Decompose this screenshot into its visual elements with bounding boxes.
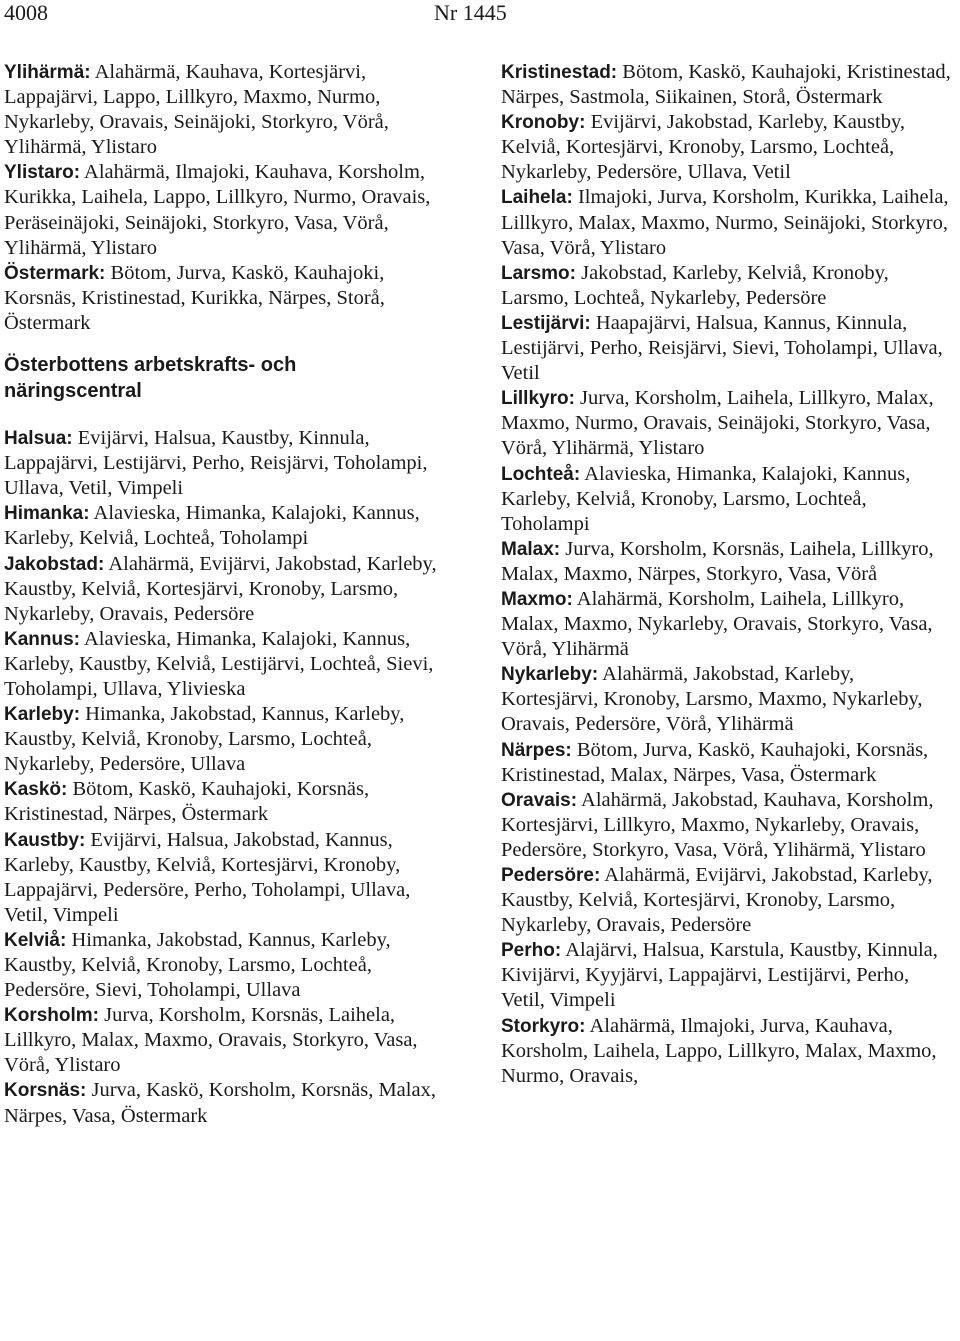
municipality-entry (4, 627, 456, 702)
entry-list: Alavieska, Himanka, Kalajoki, Kannus, Karleby, Kelviå, Kronoby, Larsmo, Lochteå, Toholampi (501, 462, 911, 535)
entry-list: Evijärvi, Halsua, Kaustby, Kinnula, Lappajärvi, Lestijärvi, Perho, Reisjärvi, Toholampi, Ullava, Vetil, Vimpeli (4, 427, 428, 500)
entry-name: Lestijärvi: (501, 312, 591, 334)
entry-list: Jurva, Kaskö, Korsholm, Korsnäs, Malax, Närpes, Vasa, Östermark (4, 1079, 436, 1127)
issue-number: Nr 1445 (434, 0, 507, 25)
municipality-entry (501, 863, 953, 938)
entry-name: Himanka: (4, 503, 90, 525)
entry-name: Larsmo: (501, 262, 576, 284)
entry-list: Ilmajoki, Jurva, Korsholm, Kurikka, Laihela, Lillkyro, Malax, Maxmo, Nurmo, Seinäjoki, Storkyro, Vasa, Vörå, Ylistaro (501, 186, 949, 259)
municipality-entry (501, 662, 953, 737)
municipality-entry (501, 462, 953, 537)
municipality-entry (501, 1014, 953, 1089)
entry-list: Alahärmä, Jakobstad, Karleby, Kortesjärvi, Kronoby, Larsmo, Maxmo, Nykarleby, Oravais, Pedersöre, Vörå, Ylihärmä (501, 663, 923, 736)
municipality-entry (4, 552, 456, 627)
entry-list: Jakobstad, Karleby, Kelviå, Kronoby, Larsmo, Lochteå, Nykarleby, Pedersöre (501, 261, 889, 309)
entry-name: Ylistaro: (4, 162, 81, 184)
municipality-entry (501, 386, 953, 461)
page-number: 4008 (4, 0, 48, 25)
entry-name: Malax: (501, 538, 561, 560)
entry-list: Himanka, Jakobstad, Kannus, Karleby, Kaustby, Kelviå, Kronoby, Larsmo, Lochteå, Pedersöre, Sievi, Toholampi, Ullava (4, 928, 391, 1002)
municipality-entry (4, 261, 456, 336)
municipality-entry (4, 426, 456, 501)
entry-name: Lochteå: (501, 463, 581, 485)
entry-name: Maxmo: (501, 588, 573, 610)
entry-list: Himanka, Jakobstad, Kannus, Karleby, Kaustby, Kelviå, Kronoby, Larsmo, Lochteå, Nykarleby, Pedersöre, Ullava (4, 703, 405, 776)
entry-list: Jurva, Korsholm, Laihela, Lillkyro, Malax, Maxmo, Nurmo, Oravais, Seinäjoki, Storkyro, Vasa, Vörå, Ylihärmä, Ylistaro (501, 387, 934, 460)
entry-list: Alahärmä, Evijärvi, Jakobstad, Karleby, Kaustby, Kelviå, Kortesjärvi, Kronoby, Larsmo, Nykarleby, Oravais, Pedersöre (501, 864, 933, 937)
entry-name: Korsholm: (4, 1005, 99, 1027)
entry-list: Bötom, Kaskö, Kauhajoki, Kristinestad, Närpes, Sastmola, Siikainen, Storå, Östermark (501, 61, 951, 109)
entry-name: Oravais: (501, 789, 578, 811)
entry-name: Laihela: (501, 187, 573, 209)
municipality-entry (4, 1003, 456, 1078)
municipality-entry (501, 587, 953, 662)
entry-name: Jakobstad: (4, 553, 105, 575)
municipality-entry (501, 788, 953, 863)
entry-list: Evijärvi, Jakobstad, Karleby, Kaustby, Kelviå, Kortesjärvi, Kronoby, Larsmo, Lochteå, Nykarleby, Pedersöre, Ullava, Vetil (501, 111, 906, 184)
municipality-entry (501, 311, 953, 386)
entry-name: Korsnäs: (4, 1080, 87, 1102)
municipality-entry (4, 828, 456, 928)
entry-name: Halsua: (4, 428, 73, 450)
entry-list: Haapajärvi, Halsua, Kannus, Kinnula, Lestijärvi, Perho, Reisjärvi, Sievi, Toholampi, Ullava, Vetil (501, 311, 943, 385)
entry-list: Alahärmä, Ilmajoki, Kauhava, Korsholm, Kurikka, Laihela, Lappo, Lillkyro, Nurmo, Oravais, Peräseinäjoki, Seinäjoki, Storkyro, Vasa, Vörå, Ylihärmä, Ylistaro (4, 161, 431, 259)
municipality-entry (501, 110, 953, 185)
municipality-entry (4, 501, 456, 551)
entry-name: Ylihärmä: (4, 62, 91, 83)
municipality-entry (4, 702, 456, 777)
municipality-entry (501, 537, 953, 587)
page-header (0, 0, 960, 30)
municipality-entry (501, 738, 953, 788)
entry-name: Perho: (501, 940, 562, 962)
entry-list: Alavieska, Himanka, Kalajoki, Kannus, Karleby, Kelviå, Lochteå, Toholampi (4, 502, 420, 550)
municipality-entry (4, 1078, 456, 1128)
entry-name: Närpes: (501, 739, 572, 761)
entry-list: Bötom, Kaskö, Kauhajoki, Korsnäs, Kristinestad, Närpes, Östermark (4, 778, 370, 826)
entry-list: Alavieska, Himanka, Kalajoki, Kannus, Karleby, Kaustby, Kelviå, Lestijärvi, Lochteå, Sievi, Toholampi, Ullava, Ylivieska (4, 627, 434, 700)
entry-list: Alahärmä, Ilmajoki, Jurva, Kauhava, Korsholm, Laihela, Lappo, Lillkyro, Malax, Maxmo, Nurmo, Oravais, (501, 1014, 937, 1087)
entry-list: Evijärvi, Halsua, Jakobstad, Kannus, Karleby, Kaustby, Kelviå, Kortesjärvi, Kronoby, Lappajärvi, Pedersöre, Perho, Toholampi, Ullava, Vetil, Vimpeli (4, 828, 411, 926)
entry-list: Jurva, Korsholm, Korsnäs, Laihela, Lillkyro, Malax, Maxmo, Närpes, Storkyro, Vasa, Vörå (501, 537, 934, 585)
entry-name: Östermark: (4, 262, 106, 284)
municipality-entry (4, 60, 456, 160)
entry-name: Pedersöre: (501, 865, 601, 886)
entry-name: Kaustby: (4, 829, 86, 851)
entry-name: Kristinestad: (501, 62, 618, 83)
municipality-entry (501, 261, 953, 311)
entry-name: Karleby: (4, 704, 81, 726)
section-heading: Österbottens arbetskrafts- och näringscentral (4, 354, 297, 403)
municipality-entry (501, 60, 953, 110)
entry-list: Alahärmä, Kauhava, Kortesjärvi, Lappajärvi, Lappo, Lillkyro, Maxmo, Nurmo, Nykarleby, Oravais, Seinäjoki, Storkyro, Vörå, Ylihärmä, Ylistaro (4, 61, 389, 159)
entry-group-bottom (4, 426, 456, 1129)
entry-group-right (501, 60, 953, 1089)
entry-name: Kaskö: (4, 779, 68, 801)
municipality-entry (501, 938, 953, 1013)
entry-name: Nykarleby: (501, 664, 599, 686)
municipality-entry (501, 185, 953, 260)
entry-group-top (4, 60, 456, 336)
entry-list: Alahärmä, Jakobstad, Kauhava, Korsholm, Kortesjärvi, Lillkyro, Maxmo, Nykarleby, Oravais, Pedersöre, Storkyro, Vasa, Vörå, Ylihärmä, Ylistaro (501, 788, 934, 861)
entry-name: Storkyro: (501, 1015, 586, 1037)
municipality-entry (4, 160, 456, 260)
entry-list: Jurva, Korsholm, Korsnäs, Laihela, Lillkyro, Malax, Maxmo, Oravais, Storkyro, Vasa, Vörå, Ylistaro (4, 1004, 418, 1077)
entry-list: Alahärmä, Evijärvi, Jakobstad, Karleby, Kaustby, Kelviå, Kortesjärvi, Kronoby, Larsmo, Nykarleby, Oravais, Pedersöre (4, 552, 437, 625)
municipality-entry (4, 777, 456, 827)
entry-name: Kelviå: (4, 929, 67, 951)
entry-list: Bötom, Jurva, Kaskö, Kauhajoki, Korsnäs, Kristinestad, Kurikka, Närpes, Storå, Östermark (4, 261, 385, 334)
entry-list: Alajärvi, Halsua, Karstula, Kaustby, Kinnula, Kivijärvi, Kyyjärvi, Lappajärvi, Lestijärvi, Perho, Vetil, Vimpeli (501, 939, 938, 1012)
left-column (4, 60, 456, 1129)
entry-name: Kannus: (4, 628, 80, 650)
right-column (501, 60, 953, 1089)
entry-name: Lillkyro: (501, 388, 575, 410)
municipality-entry (4, 928, 456, 1003)
entry-list: Alahärmä, Korsholm, Laihela, Lillkyro, Malax, Maxmo, Nykarleby, Oravais, Storkyro, Vasa, Vörå, Ylihärmä (501, 587, 933, 661)
entry-list: Bötom, Jurva, Kaskö, Kauhajoki, Korsnäs, Kristinestad, Malax, Närpes, Vasa, Östermark (501, 738, 929, 786)
entry-name: Kronoby: (501, 112, 586, 134)
